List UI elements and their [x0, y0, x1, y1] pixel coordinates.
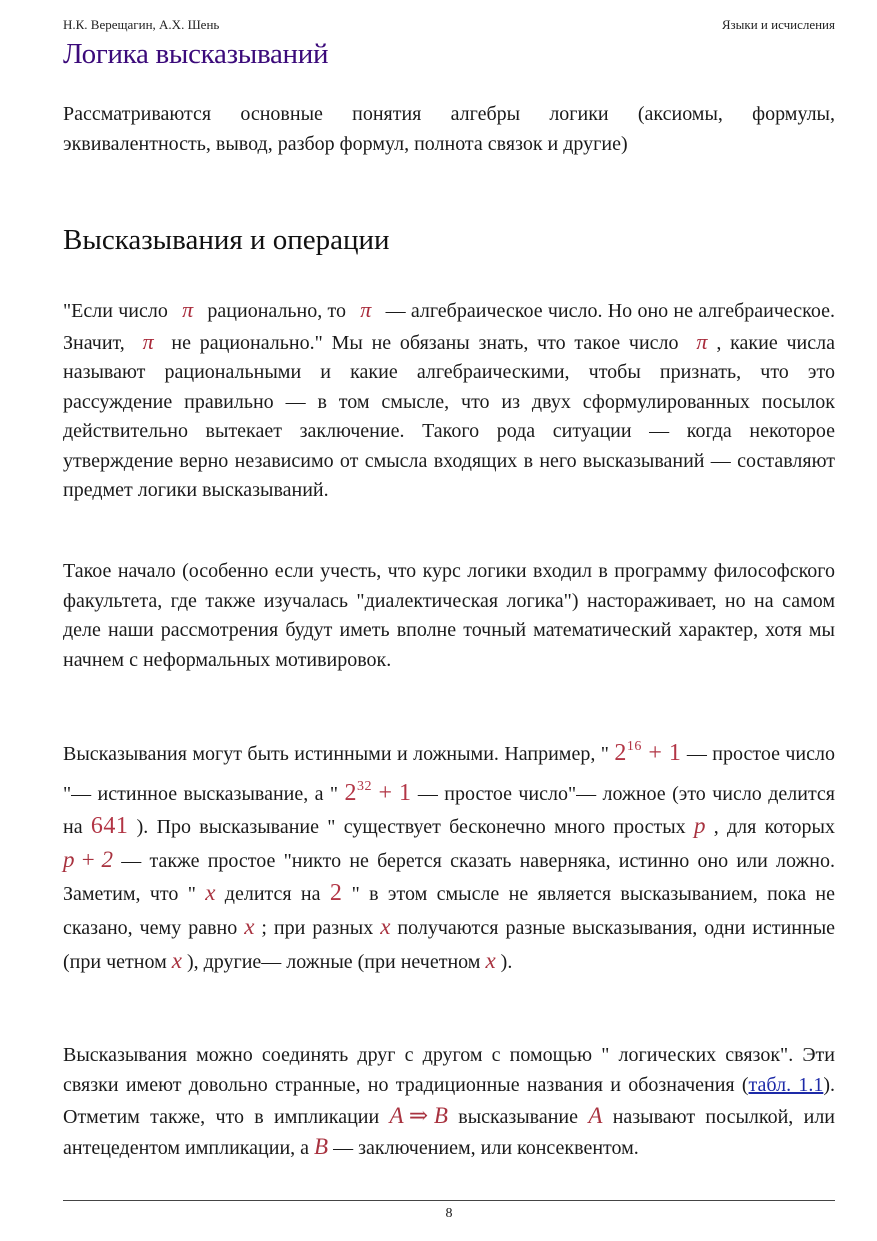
table-1-1-link[interactable]: табл. 1.1 — [748, 1073, 824, 1096]
text-run: — алгебраическое число. Но оно не алгебраическое. Значит, — [63, 300, 835, 354]
math-pi: π — [360, 297, 372, 322]
paragraph-1 — [63, 295, 835, 506]
paragraph-3 — [63, 731, 835, 978]
text-run: Высказывания можно соединять друг с другом с помощью " логических связок". Эти связки имеют довольно странные, но традиционные названия и обозначения ( — [63, 1044, 835, 1096]
math-2-pow-32-plus-1 — [344, 771, 411, 810]
text-run: — простое число"— ложное (это число делится на — [63, 782, 835, 839]
text-run: рационально, то — [202, 300, 352, 322]
math-base: 2 — [614, 740, 627, 766]
document-title: Логика высказываний — [63, 38, 329, 70]
math-pi: π — [182, 297, 194, 322]
math-plus-one: + 1 — [641, 740, 682, 766]
math-exponent: 16 — [626, 739, 642, 754]
text-run: , какие числа называют рациональными и какие алгебраическими, чтобы признать, что это рассуждение правильно — в том смысле, что из двух сформулированных посылок действительно вытекает заключение. Такого рода ситуации — когда некоторое утверждение верно независимо от смысла входящих в него высказываний — составляют предмет логики высказываний. — [63, 331, 835, 501]
text-run: не рационально." Мы не обязаны знать, что такое число — [162, 331, 688, 354]
math-2-pow-16-plus-1 — [614, 731, 681, 770]
header-course: Языки и исчисления — [721, 17, 835, 32]
running-header — [63, 17, 835, 33]
text-run: — также простое "никто не берется сказать наверняка, истинно оно или ложно. Заметим, что " — [63, 849, 835, 906]
text-run: — заключением, или консеквентом. — [328, 1137, 639, 1160]
text-run: ). — [495, 950, 513, 973]
math-base: 2 — [344, 779, 357, 806]
math-pi: π — [696, 328, 708, 354]
math-exponent: 32 — [356, 778, 372, 794]
text-run: " в этом смысле не является высказыванием, пока не сказано, чему равно — [63, 883, 835, 939]
math-pi: π — [142, 328, 154, 354]
math-p: p — [693, 813, 706, 839]
text-run: — простое число "— истинное высказывание, а " — [63, 743, 835, 805]
math-x: x — [171, 947, 182, 973]
text-run: высказывание — [447, 1105, 589, 1128]
lead-paragraph: Рассматриваются основные понятия алгебры логики (аксиомы, формулы, эквивалентность, вывод, разбор формул, полнота связок и другие) — [63, 103, 835, 155]
text-run: получаются разные высказывания, одни истинные (при четном — [63, 916, 836, 973]
text-run: , для которых — [705, 816, 835, 839]
paragraph-4 — [63, 1041, 835, 1164]
text-run: ), другие— ложные (при нечетном — [181, 950, 486, 973]
math-x: x — [380, 913, 391, 939]
paragraph-2: Такое начало (особенно если учесть, что курс логики входил в программу философского факультета, где также изучалась "диалектическая логика") настораживает, но на самом деле наши рассмотрения будут иметь вполне точный математический характер, хотя мы начнем с неформальных мотивировок. — [63, 560, 835, 671]
text-run: делится на — [215, 883, 330, 906]
math-x: x — [205, 880, 216, 906]
math-two: 2 — [329, 880, 343, 907]
page-number: 8 — [445, 1206, 453, 1221]
text-run: ; при разных — [254, 916, 381, 939]
text-run: ). Отметим также, что в импликации — [63, 1073, 835, 1128]
math-plus-one: + 1 — [371, 779, 412, 806]
text-run: ). Про высказывание " существует бесконечно много простых — [128, 816, 694, 839]
math-p-plus-2: p + 2 — [63, 846, 114, 872]
math-implication: A ⇒ B — [389, 1102, 448, 1128]
header-authors: Н.К. Верещагин, А.Х. Шень — [63, 17, 220, 32]
footer-divider — [63, 1200, 835, 1201]
section-heading: Высказывания и операции — [63, 224, 390, 256]
math-x: x — [244, 913, 255, 939]
math-A: A — [588, 1102, 603, 1128]
text-run: "Если число — [63, 300, 174, 322]
math-B: B — [314, 1134, 329, 1160]
text-run: Высказывания могут быть истинными и ложными. Например, " — [63, 743, 615, 765]
math-641: 641 — [90, 813, 129, 840]
text-run: называют посылкой, или антецедентом импликации, а — [63, 1105, 835, 1160]
math-x: x — [485, 947, 496, 973]
